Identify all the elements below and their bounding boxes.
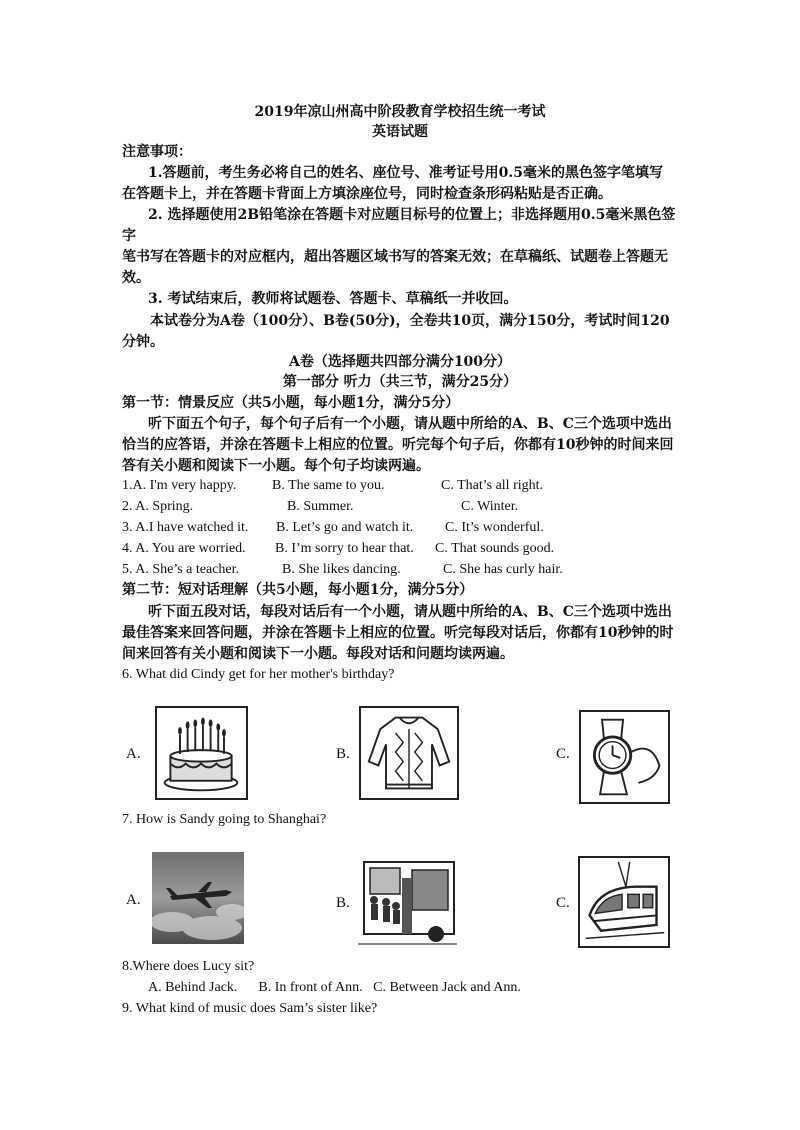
question-9: 9. What kind of music does Sam’s sister like? — [122, 1001, 378, 1016]
q2-option-c: C. Winter. — [461, 499, 519, 514]
q1-option-c: C. That’s all right. — [441, 478, 544, 493]
note-1-line-a: 1.答题前，考生务必将自己的姓名、座位号、准考证号用0.5毫米的黑色签字笔填写 — [148, 165, 663, 181]
train-picture — [578, 856, 670, 948]
q5-option-a: 5. A. She’s a teacher. — [122, 562, 240, 577]
exam-title: 2019年凉山州高中阶段教育学校招生统一考试 — [254, 104, 546, 120]
sec1-instruction-b: 恰当的应答语，并涂在答题卡上相应的位置。听完每个句子后，你都有10秒钟的时间来回 — [122, 437, 674, 453]
question-6: 6. What did Cindy get for her mother's birthday? — [122, 667, 395, 682]
q6-label-b: B. — [336, 746, 350, 762]
q5-option-c: C. She has curly hair. — [443, 562, 563, 577]
exam-subtitle: 英语试题 — [372, 124, 428, 140]
q3-option-b: B. Let’s go and watch it. — [276, 520, 414, 535]
q7-label-a: A. — [126, 892, 141, 908]
q2-option-b: B. Summer. — [287, 499, 354, 514]
sec1-heading: 第一节：情景反应（共5小题，每小题1分，满分5分） — [122, 395, 460, 411]
watch-picture — [579, 710, 670, 804]
section-a-title: A卷（选择题共四部分满分100分） — [288, 354, 512, 370]
q7-label-c: C. — [556, 895, 570, 911]
sec2-instruction-c: 间来回答有关小题和阅读下一小题。每段对话和问题均读两遍。 — [122, 646, 514, 662]
question-7: 7. How is Sandy going to Shanghai? — [122, 812, 327, 827]
q1-option-b: B. The same to you. — [272, 478, 385, 493]
q4-option-c: C. That sounds good. — [435, 541, 555, 556]
q3-option-c: C. It’s wonderful. — [445, 520, 544, 535]
part-1-title: 第一部分 听力（共三节，满分25分） — [282, 374, 518, 390]
sec2-instruction-b: 最佳答案来回答问题，并涂在答题卡上相应的位置。听完每段对话后，你都有10秒钟的时 — [122, 625, 674, 641]
q5-option-b: B. She likes dancing. — [282, 562, 401, 577]
question-8: 8.Where does Lucy sit? — [122, 959, 255, 974]
note-1-line-b: 在答题卡上，并在答题卡背面上方填涂座位号，同时检查条形码粘贴是否正确。 — [122, 186, 612, 202]
q4-option-b: B. I’m sorry to hear that. — [275, 541, 414, 556]
q7-label-b: B. — [336, 895, 350, 911]
sec1-instruction-a: 听下面五个句子，每个句子后有一个小题，请从题中所给的A、B、C三个选项中选出 — [148, 416, 672, 432]
sec2-heading: 第二节：短对话理解（共5小题，每小题1分，满分5分） — [122, 582, 474, 598]
airplane-picture — [152, 852, 244, 944]
q2-option-a: 2. A. Spring. — [122, 499, 194, 514]
note-2-line-d: 效。 — [122, 270, 150, 286]
sec2-instruction-a: 听下面五段对话，每段对话后有一个小题，请从题中所给的A、B、C三个选项中选出 — [148, 604, 672, 620]
exam-info-line-b: 分钟。 — [122, 334, 164, 350]
note-2-line-b: 字 — [122, 228, 136, 244]
q6-label-a: A. — [126, 746, 141, 762]
note-2-line-a: 2. 选择题使用2B铅笔涂在答题卡对应题目标号的位置上；非选择题用0.5毫米黑色签 — [148, 207, 676, 223]
notes-heading: 注意事项： — [122, 144, 192, 160]
sweater-picture — [359, 706, 459, 800]
q6-label-c: C. — [556, 746, 570, 762]
bus-picture — [358, 856, 457, 948]
exam-info-line-a: 本试卷分为A卷（100分）、B卷(50分)，全卷共10页，满分150分，考试时间120 — [150, 313, 670, 329]
sec1-instruction-c: 答有关小题和阅读下一小题。每个句子均读两遍。 — [122, 458, 430, 474]
note-2-line-c: 笔书写在答题卡的对应框内，超出答题区域书写的答案无效；在草稿纸、试题卷上答题无 — [122, 249, 668, 265]
note-3: 3. 考试结束后，教师将试题卷、答题卡、草稿纸一并收回。 — [148, 291, 518, 307]
birthday-cake-picture — [155, 706, 248, 800]
q4-option-a: 4. A. You are worried. — [122, 541, 246, 556]
q8-options: A. Behind Jack. B. In front of Ann. C. Between Jack and Ann. — [148, 980, 521, 995]
q3-option-a: 3. A.I have watched it. — [122, 520, 249, 535]
q1-option-a: 1.A. I'm very happy. — [122, 478, 237, 493]
